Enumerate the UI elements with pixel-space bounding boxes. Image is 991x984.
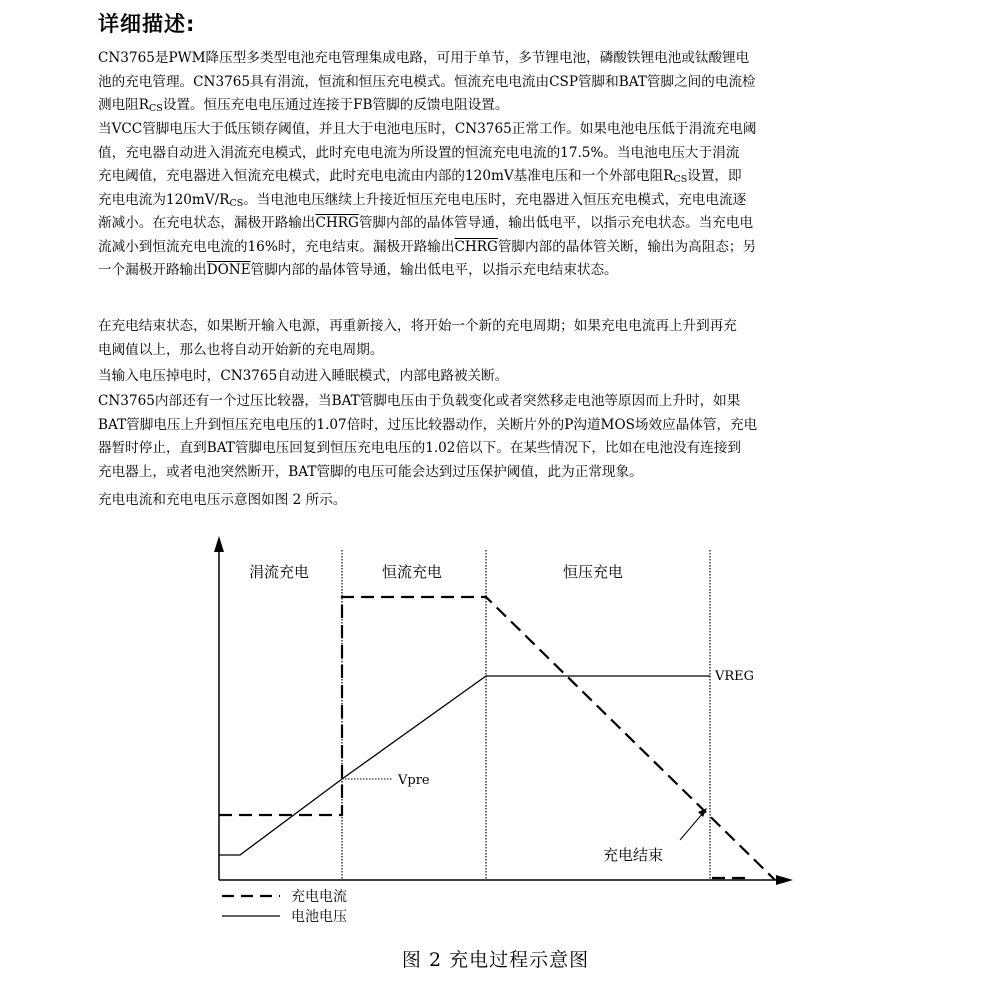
text-line: 电阈值以上，那么也将自动开始新的充电周期。 [98,341,384,358]
end-of-charge-pointer [680,813,703,840]
region-label-constant-voltage: 恒压充电 [563,563,624,581]
text-line: 当输入电压掉电时，CN3765自动进入睡眠模式，内部电路被关断。 [98,368,509,384]
text-run: 管脚内部的晶体管关断，输出为高阻态；另 [497,238,757,255]
vreg-label: VREG [715,669,755,684]
text-run: 一个漏极开路输出 [98,262,207,278]
text-line: 器暂时停止，直到BAT管脚电压回复到恒压充电电压的1.02倍以下。在某些情况下，比如在电池没有连接到 [98,440,741,456]
text-line: 在充电结束状态，如果断开输入电源，再重新接入，将开始一个新的充电周期；如果充电电流再上升到再充 [98,318,737,334]
text-line: 当VCC管脚电压大于低压锁存阈值，并且大于电池电压时，CN3765正常工作。如果电池电压低于涓流充电阈 [98,121,757,137]
text-run: 测电阻R [98,97,150,113]
subscript: CS [229,197,244,209]
y-axis-arrow-icon [214,536,224,552]
x-axis-arrow-icon [776,875,793,885]
text-line: 池的充电管理。CN3765具有涓流，恒流和恒压充电模式。恒流充电电流由CSP管脚和BAT管脚之间的电流检 [98,73,756,90]
text-run: 管脚内部的晶体管导通，输出低电平，以指示充电结束状态。 [250,262,618,278]
text-run: 设置，即 [687,168,742,184]
region-label-constant-current: 恒流充电 [382,563,443,581]
section-heading: 详细描述: [98,12,196,36]
battery-voltage-curve [219,676,710,855]
pin-name-overline: CHRG [454,238,498,255]
legend-current-label: 充电电流 [291,889,347,905]
figure-caption: 图 2 充电过程示意图 [401,949,590,971]
pin-name-overline: CHRG [315,215,359,231]
charge-current-curve [219,597,775,880]
text-run: 设置。恒压充电电压通过连接于FB管脚的反馈电阻设置。 [162,97,509,113]
text-run: 流减小到恒流充电电流的16%时，充电结束。漏极开路输出 [98,238,455,255]
end-of-charge-label: 充电结束 [603,846,664,864]
text-run: 充电电流为120mV/R [98,191,230,208]
pin-name-overline: DONE [206,262,251,278]
text-run: 渐减小。在充电状态，漏极开路输出 [98,215,316,231]
text-line: CN3765内部还有一个过压比较器，当BAT管脚电压由于负载变化或者突然移走电池等原因而上升时，如果 [98,393,741,409]
vpre-label: Vpre [398,773,430,788]
text-run: 管脚内部的晶体管导通，输出低电平，以指示充电状态。当充电电 [358,215,754,231]
subscript: CS [149,103,163,114]
subscript: CS [673,174,688,185]
text-line: 充电器上，或者电池突然断开，BAT管脚的电压可能会达到过压保护阈值，此为正常现象。 [98,463,643,480]
text-line: CN3765是PWM降压型多类型电池充电管理集成电路，可用于单节，多节锂电池，磷酸铁锂电池或钛酸锂电 [98,50,750,66]
text-line: 充电电流和充电电压示意图如图 2 所示。 [98,492,347,508]
text-line: BAT管脚电压上升到恒压充电电压的1.07倍时，过压比较器动作，关断片外的P沟道MOS场效应晶体管，充电 [98,416,758,433]
region-label-trickle: 涓流充电 [249,563,310,581]
text-line: 值，充电器自动进入涓流充电模式，此时充电电流为所设置的恒流充电电流的17.5%。当电池电压大于涓流 [98,144,740,161]
text-run: 充电阈值，充电器进入恒流充电模式，此时充电电流由内部的120mV基准电压和一个外部电阻R [98,168,674,184]
text-run: 。当电池电压继续上升接近恒压充电电压时，充电器进入恒压充电模式，充电电流逐 [243,191,747,208]
legend-voltage-label: 电池电压 [291,909,347,925]
